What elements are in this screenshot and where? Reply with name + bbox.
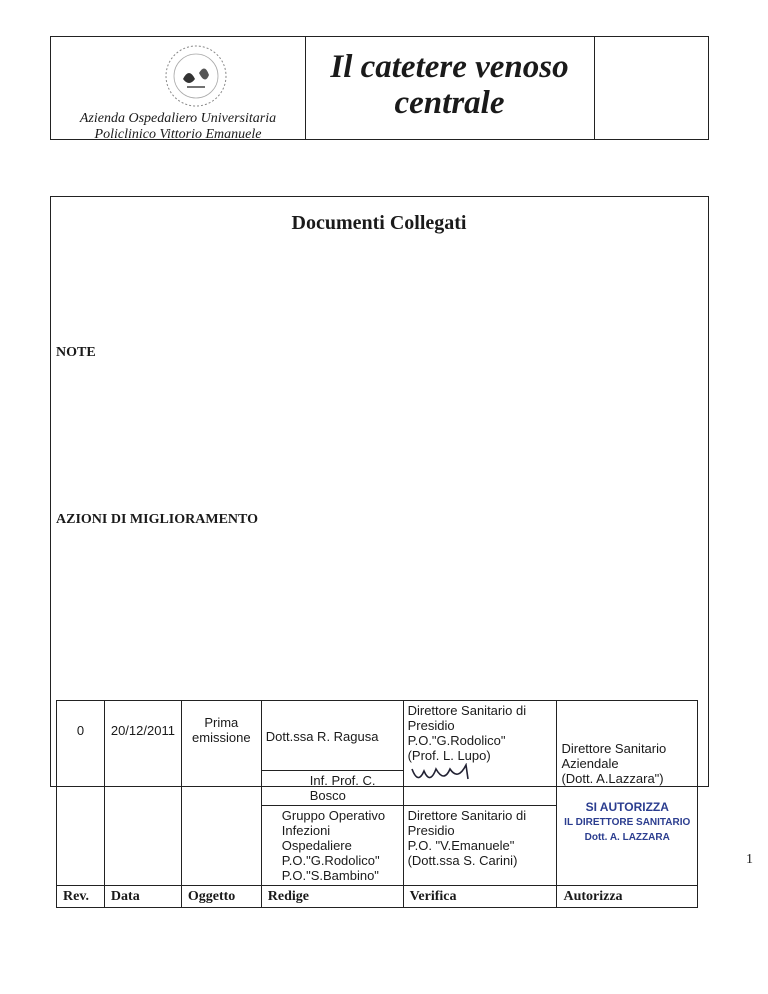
stamp-line: Dott. A. LAZZARA bbox=[584, 832, 670, 843]
autorizza-line: Direttore Sanitario bbox=[561, 741, 667, 756]
hospital-seal-icon bbox=[163, 43, 229, 109]
verifica-2-line: (Dott.ssa S. Carini) bbox=[407, 853, 518, 868]
rev-number: 0 bbox=[57, 701, 105, 886]
header-verifica: Verifica bbox=[403, 886, 557, 908]
section-documenti-collegati: Documenti Collegati bbox=[291, 212, 467, 234]
verifica-1-line: Presidio bbox=[407, 718, 455, 733]
header-divider bbox=[594, 37, 595, 139]
verifica-1-line: Direttore Sanitario di bbox=[407, 703, 527, 718]
redige-3: Gruppo Operativo Infezioni Ospedaliere P.O."G.Rodolico" P.O."S.Bambino" bbox=[261, 806, 403, 886]
verifica-1-line: (Prof. L. Lupo) bbox=[407, 748, 491, 763]
stamp-line: IL DIRETTORE SANITARIO bbox=[564, 817, 691, 828]
institution-line-2: Policlinico Vittorio Emanuele bbox=[94, 127, 262, 142]
revision-date: 20/12/2011 bbox=[104, 701, 181, 886]
verifica-2-line: Direttore Sanitario di bbox=[407, 808, 527, 823]
redige-1: Dott.ssa R. Ragusa bbox=[261, 701, 403, 771]
authorization-stamp bbox=[561, 800, 693, 845]
header-redige: Redige bbox=[261, 886, 403, 908]
header-rev: Rev. bbox=[57, 886, 105, 908]
header-data: Data bbox=[104, 886, 181, 908]
verifica-2-line: P.O. "V.Emanuele" bbox=[407, 838, 515, 853]
header-oggetto: Oggetto bbox=[181, 886, 261, 908]
document-title bbox=[305, 49, 594, 121]
page-number: 1 bbox=[746, 852, 753, 867]
section-note: NOTE bbox=[56, 345, 96, 360]
table-header-row bbox=[57, 886, 698, 908]
institution-cell bbox=[51, 37, 306, 142]
autorizza-line: (Dott. A.Lazzara") bbox=[561, 771, 664, 786]
stamp-line: SI AUTORIZZA bbox=[585, 800, 669, 814]
document-header bbox=[50, 36, 709, 140]
institution-name bbox=[51, 111, 305, 143]
header-autorizza: Autorizza bbox=[557, 886, 698, 908]
verifica-2-line: Presidio bbox=[407, 823, 455, 838]
title-line-2: centrale bbox=[394, 85, 505, 121]
verifica-1-line: P.O."G.Rodolico" bbox=[407, 733, 506, 748]
autorizza-line: Aziendale bbox=[561, 756, 619, 771]
verifica-2 bbox=[403, 806, 557, 886]
title-line-1: Il catetere venoso bbox=[330, 49, 569, 85]
content-box-bottom bbox=[50, 731, 709, 787]
revision-oggetto: Prima emissione bbox=[181, 701, 261, 886]
content-box bbox=[50, 196, 709, 732]
section-azioni: AZIONI DI MIGLIORAMENTO bbox=[56, 512, 258, 527]
autorizza-cell bbox=[557, 701, 698, 886]
redige-2: Inf. Prof. C. Bosco bbox=[261, 771, 403, 806]
institution-line-1: Azienda Ospedaliero Universitaria bbox=[79, 111, 277, 126]
